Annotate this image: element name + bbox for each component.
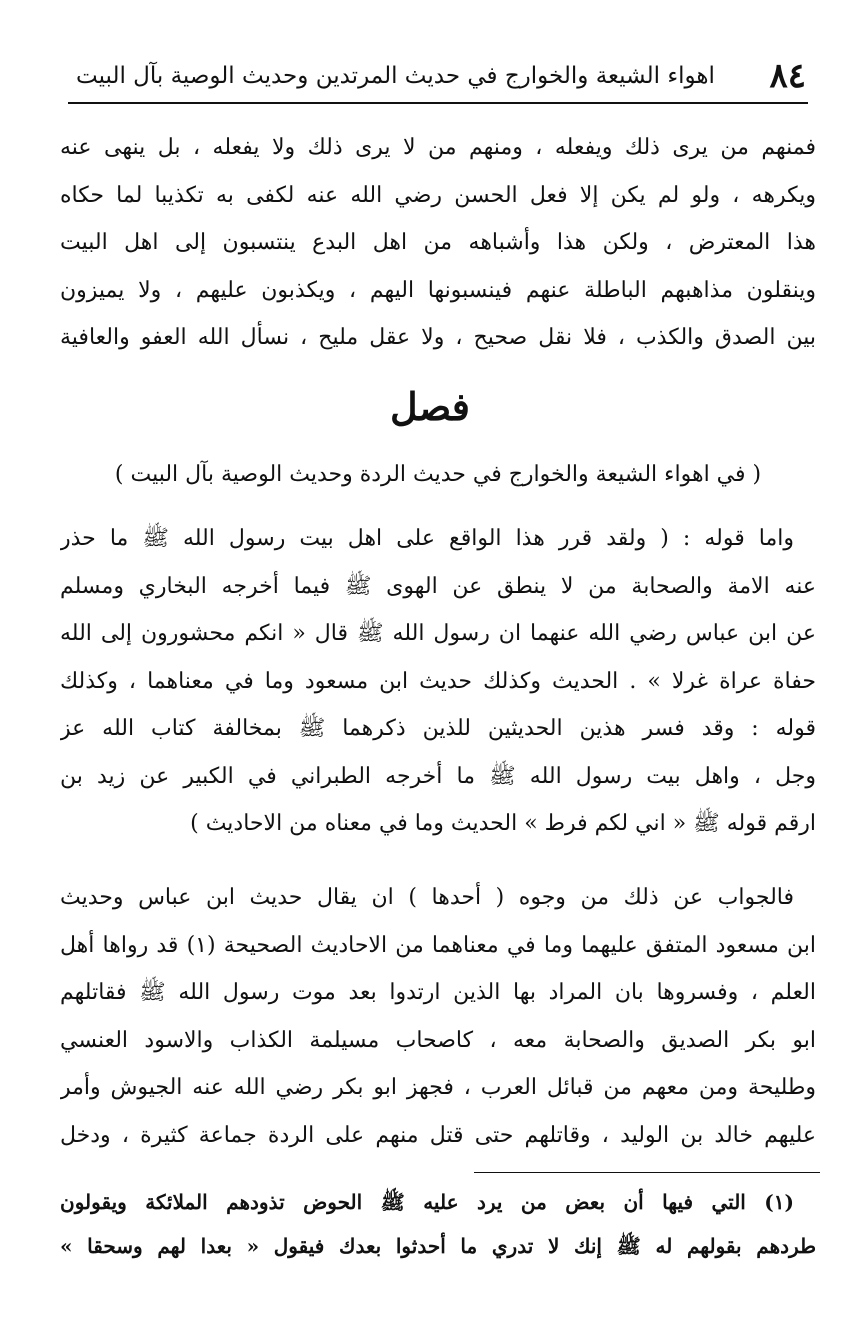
page-number: ٨٤	[769, 56, 806, 96]
text-line: عن ابن عباس رضي الله عنهما ان رسول الله ﷺ قال « انكم محشورون إلى الله	[60, 621, 816, 646]
section-heading: فصل	[390, 384, 470, 429]
text-line: فالجواب عن ذلك من وجوه ( أحدها ) ان يقال حديث ابن عباس وحديث	[60, 885, 794, 910]
text-line: حفاة عراة غرلا » . الحديث وكذلك حديث ابن مسعود وما في معناهما ، وكذلك	[60, 668, 816, 694]
text-line: ويكرهه ، ولو لم يكن إلا فعل الحسن رضي الله عنه لكفى به تكذيبا لما حكاه	[60, 182, 816, 208]
text-line: هذا المعترض ، ولكن هذا وأشباهه من اهل البدع ينتسبون إلى اهل البيت	[60, 230, 816, 255]
text-line: وطليحة ومن معهم من قبائل العرب ، فجهز ابو بكر رضي الله عنه الجيوش وأمر	[60, 1075, 816, 1100]
text-line: فمنهم من يرى ذلك ويفعله ، ومنهم من لا يرى ذلك ولا يفعله ، بل ينهى عنه	[60, 135, 816, 160]
text-line: ارقم قوله ﷺ « اني لكم فرط » الحديث وما في معناه من الاحاديث )	[190, 811, 816, 836]
text-line: وجل ، واهل بيت رسول الله ﷺ ما أخرجه الطبراني في الكبير عن زيد بن	[60, 763, 816, 789]
paragraph-1	[60, 124, 816, 362]
text-line: واما قوله : ( ولقد قرر هذا الواقع على اهل بيت رسول الله ﷺ ما حذر	[60, 526, 794, 551]
text-line: وينقلون مذاهبهم الباطلة عنهم فينسبونها اليهم ، ويكذبون عليهم ، ولا يميزون	[60, 277, 816, 303]
text-line: العلم ، وفسروها بان المراد بها الذين ارتدوا بعد موت رسول الله ﷺ فقاتلهم	[60, 980, 816, 1005]
footnote-line: (١) التي فيها أن بعض من يرد عليه ﷺ الحوض تذودهم الملائكة ويقولون	[60, 1190, 794, 1214]
page-header	[68, 50, 808, 104]
text-line: ابن مسعود المتفق عليهما وما في معناهما من الاحاديث الصحيحة (١) قد رواها أهل	[60, 932, 816, 958]
section-title: ( في اهواء الشيعة والخوارج في حديث الردة وحديث الوصية بآل البيت )	[114, 462, 762, 487]
paragraph-2	[60, 515, 816, 848]
text-line: قوله : وقد فسر هذين الحديثين للذين ذكرهما ﷺ بمخالفة كتاب الله عز	[60, 716, 816, 741]
text-line: عنه الامة والصحابة من لا ينطق عن الهوى ﷺ فيما أخرجه البخاري ومسلم	[60, 573, 816, 599]
text-line: ابو بكر الصديق والصحابة معه ، كاصحاب مسيلمة الكذاب والاسود العنسي	[60, 1027, 816, 1053]
paragraph-3	[60, 874, 816, 1159]
text-line: بين الصدق والكذب ، فلا نقل صحيح ، ولا عقل مليح ، نسأل الله العفو والعافية	[60, 325, 816, 350]
text-line: عليهم خالد بن الوليد ، وقاتلهم حتى قتل منهم على الردة جماعة كثيرة ، ودخل	[60, 1122, 816, 1148]
footnotes	[60, 1180, 816, 1268]
footnote-line: طردهم بقولهم له ﷺ إنك لا تدري ما أحدثوا بعدك فيقول « بعدا لهم وسحقا »	[60, 1234, 816, 1258]
footnote-divider	[474, 1172, 820, 1173]
running-title: اهواء الشيعة والخوارج في حديث المرتدين وحديث الوصية بآل البيت	[76, 63, 715, 89]
